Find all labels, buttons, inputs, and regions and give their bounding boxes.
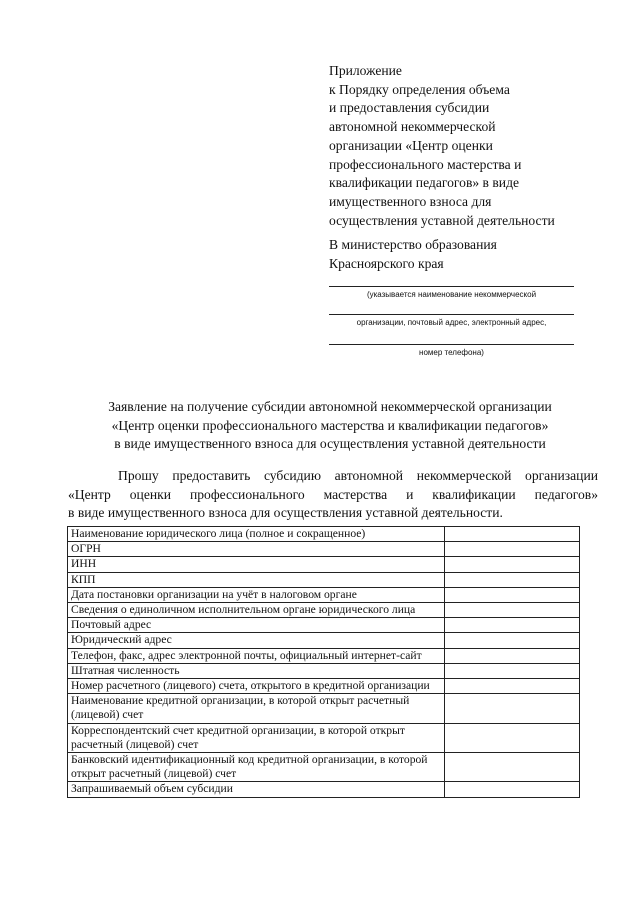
document-title — [40, 398, 620, 454]
appendix-line: организации «Центр оценки — [329, 137, 493, 153]
title-line: Заявление на получение субсидии автономной некоммерческой организации — [108, 399, 552, 414]
row-label: Телефон, факс, адрес электронной почты, официальный интернет-сайт — [68, 648, 445, 663]
appendix-line: имущественного взноса для — [329, 193, 492, 209]
title-line: «Центр оценки профессионального мастерства и квалификации педагогов» — [111, 417, 549, 433]
row-value-cell[interactable] — [445, 527, 580, 542]
row-value-cell[interactable] — [445, 542, 580, 557]
row-label: Корреспондентский счет кредитной организации, в которой открыт расчетный (лицевой) счет — [68, 723, 445, 752]
appendix-line: профессионального мастерства и — [329, 156, 522, 172]
fill-caption-1: (указывается наименование некоммерческой — [366, 290, 537, 299]
table-row — [68, 603, 580, 618]
applicant-fill-line-1 — [329, 286, 574, 287]
recipient-line: В министерство образования — [329, 237, 497, 252]
appendix-line: к Порядку определения объема — [329, 81, 510, 97]
row-value-cell[interactable] — [445, 723, 580, 752]
request-line: в виде имущественного взноса для осуществления уставной деятельности. — [68, 505, 503, 521]
table-row — [68, 618, 580, 633]
table-row — [68, 557, 580, 572]
table-row — [68, 753, 580, 782]
table-row — [68, 782, 580, 797]
row-label: Банковский идентификационный код кредитной организации, в которой открыт расчетный (лицевой) счет — [68, 753, 445, 782]
appendix-line: осуществления уставной деятельности — [329, 212, 555, 228]
row-label: Наименование кредитной организации, в которой открыт расчетный (лицевой) счет — [68, 694, 445, 723]
organization-details-table — [67, 526, 580, 798]
row-label: Сведения о единоличном исполнительном органе юридического лица — [68, 603, 445, 618]
table-row — [68, 663, 580, 678]
row-label: Запрашиваемый объем субсидии — [68, 782, 445, 797]
appendix-line: автономной некоммерческой — [329, 119, 496, 135]
row-value-cell[interactable] — [445, 679, 580, 694]
request-paragraph — [68, 467, 598, 523]
row-value-cell[interactable] — [445, 753, 580, 782]
table-row — [68, 648, 580, 663]
row-label: Почтовый адрес — [68, 618, 445, 633]
recipient-line: Красноярского края — [329, 255, 444, 271]
row-value-cell[interactable] — [445, 603, 580, 618]
row-label: ОГРН — [68, 542, 445, 557]
appendix-line: и предоставления субсидии — [329, 100, 490, 116]
row-value-cell[interactable] — [445, 633, 580, 648]
row-value-cell[interactable] — [445, 663, 580, 678]
appendix-line: Приложение — [329, 63, 402, 78]
row-label: Дата постановки организации на учёт в налоговом органе — [68, 587, 445, 602]
recipient-block — [329, 236, 619, 273]
row-label: Номер расчетного (лицевого) счета, открытого в кредитной организации — [68, 679, 445, 694]
table-row — [68, 633, 580, 648]
fill-caption-2: организации, почтовый адрес, электронный адрес, — [356, 318, 547, 327]
table-row — [68, 679, 580, 694]
row-value-cell[interactable] — [445, 694, 580, 723]
table-row — [68, 587, 580, 602]
applicant-fill-line-3 — [329, 344, 574, 345]
row-label: ИНН — [68, 557, 445, 572]
applicant-fill-line-2 — [329, 314, 574, 315]
row-label: Наименование юридического лица (полное и сокращенное) — [68, 527, 445, 542]
table-row — [68, 542, 580, 557]
table-row — [68, 572, 580, 587]
row-value-cell[interactable] — [445, 572, 580, 587]
request-line: «Центр оценки профессионального мастерства и квалификации педагогов» — [68, 486, 598, 502]
table-row — [68, 527, 580, 542]
row-value-cell[interactable] — [445, 782, 580, 797]
row-value-cell[interactable] — [445, 618, 580, 633]
row-value-cell[interactable] — [445, 557, 580, 572]
appendix-line: квалификации педагогов» в виде — [329, 175, 520, 191]
appendix-header — [329, 62, 619, 230]
table-row — [68, 694, 580, 723]
title-line: в виде имущественного взноса для осуществления уставной деятельности — [114, 436, 546, 451]
row-label: Юридический адрес — [68, 633, 445, 648]
fill-caption-3: номер телефона) — [419, 348, 484, 357]
row-value-cell[interactable] — [445, 587, 580, 602]
row-label: Штатная численность — [68, 663, 445, 678]
request-line: Прошу предоставить субсидию автономной некоммерческой организации — [118, 468, 598, 483]
row-label: КПП — [68, 572, 445, 587]
table-row — [68, 723, 580, 752]
row-value-cell[interactable] — [445, 648, 580, 663]
